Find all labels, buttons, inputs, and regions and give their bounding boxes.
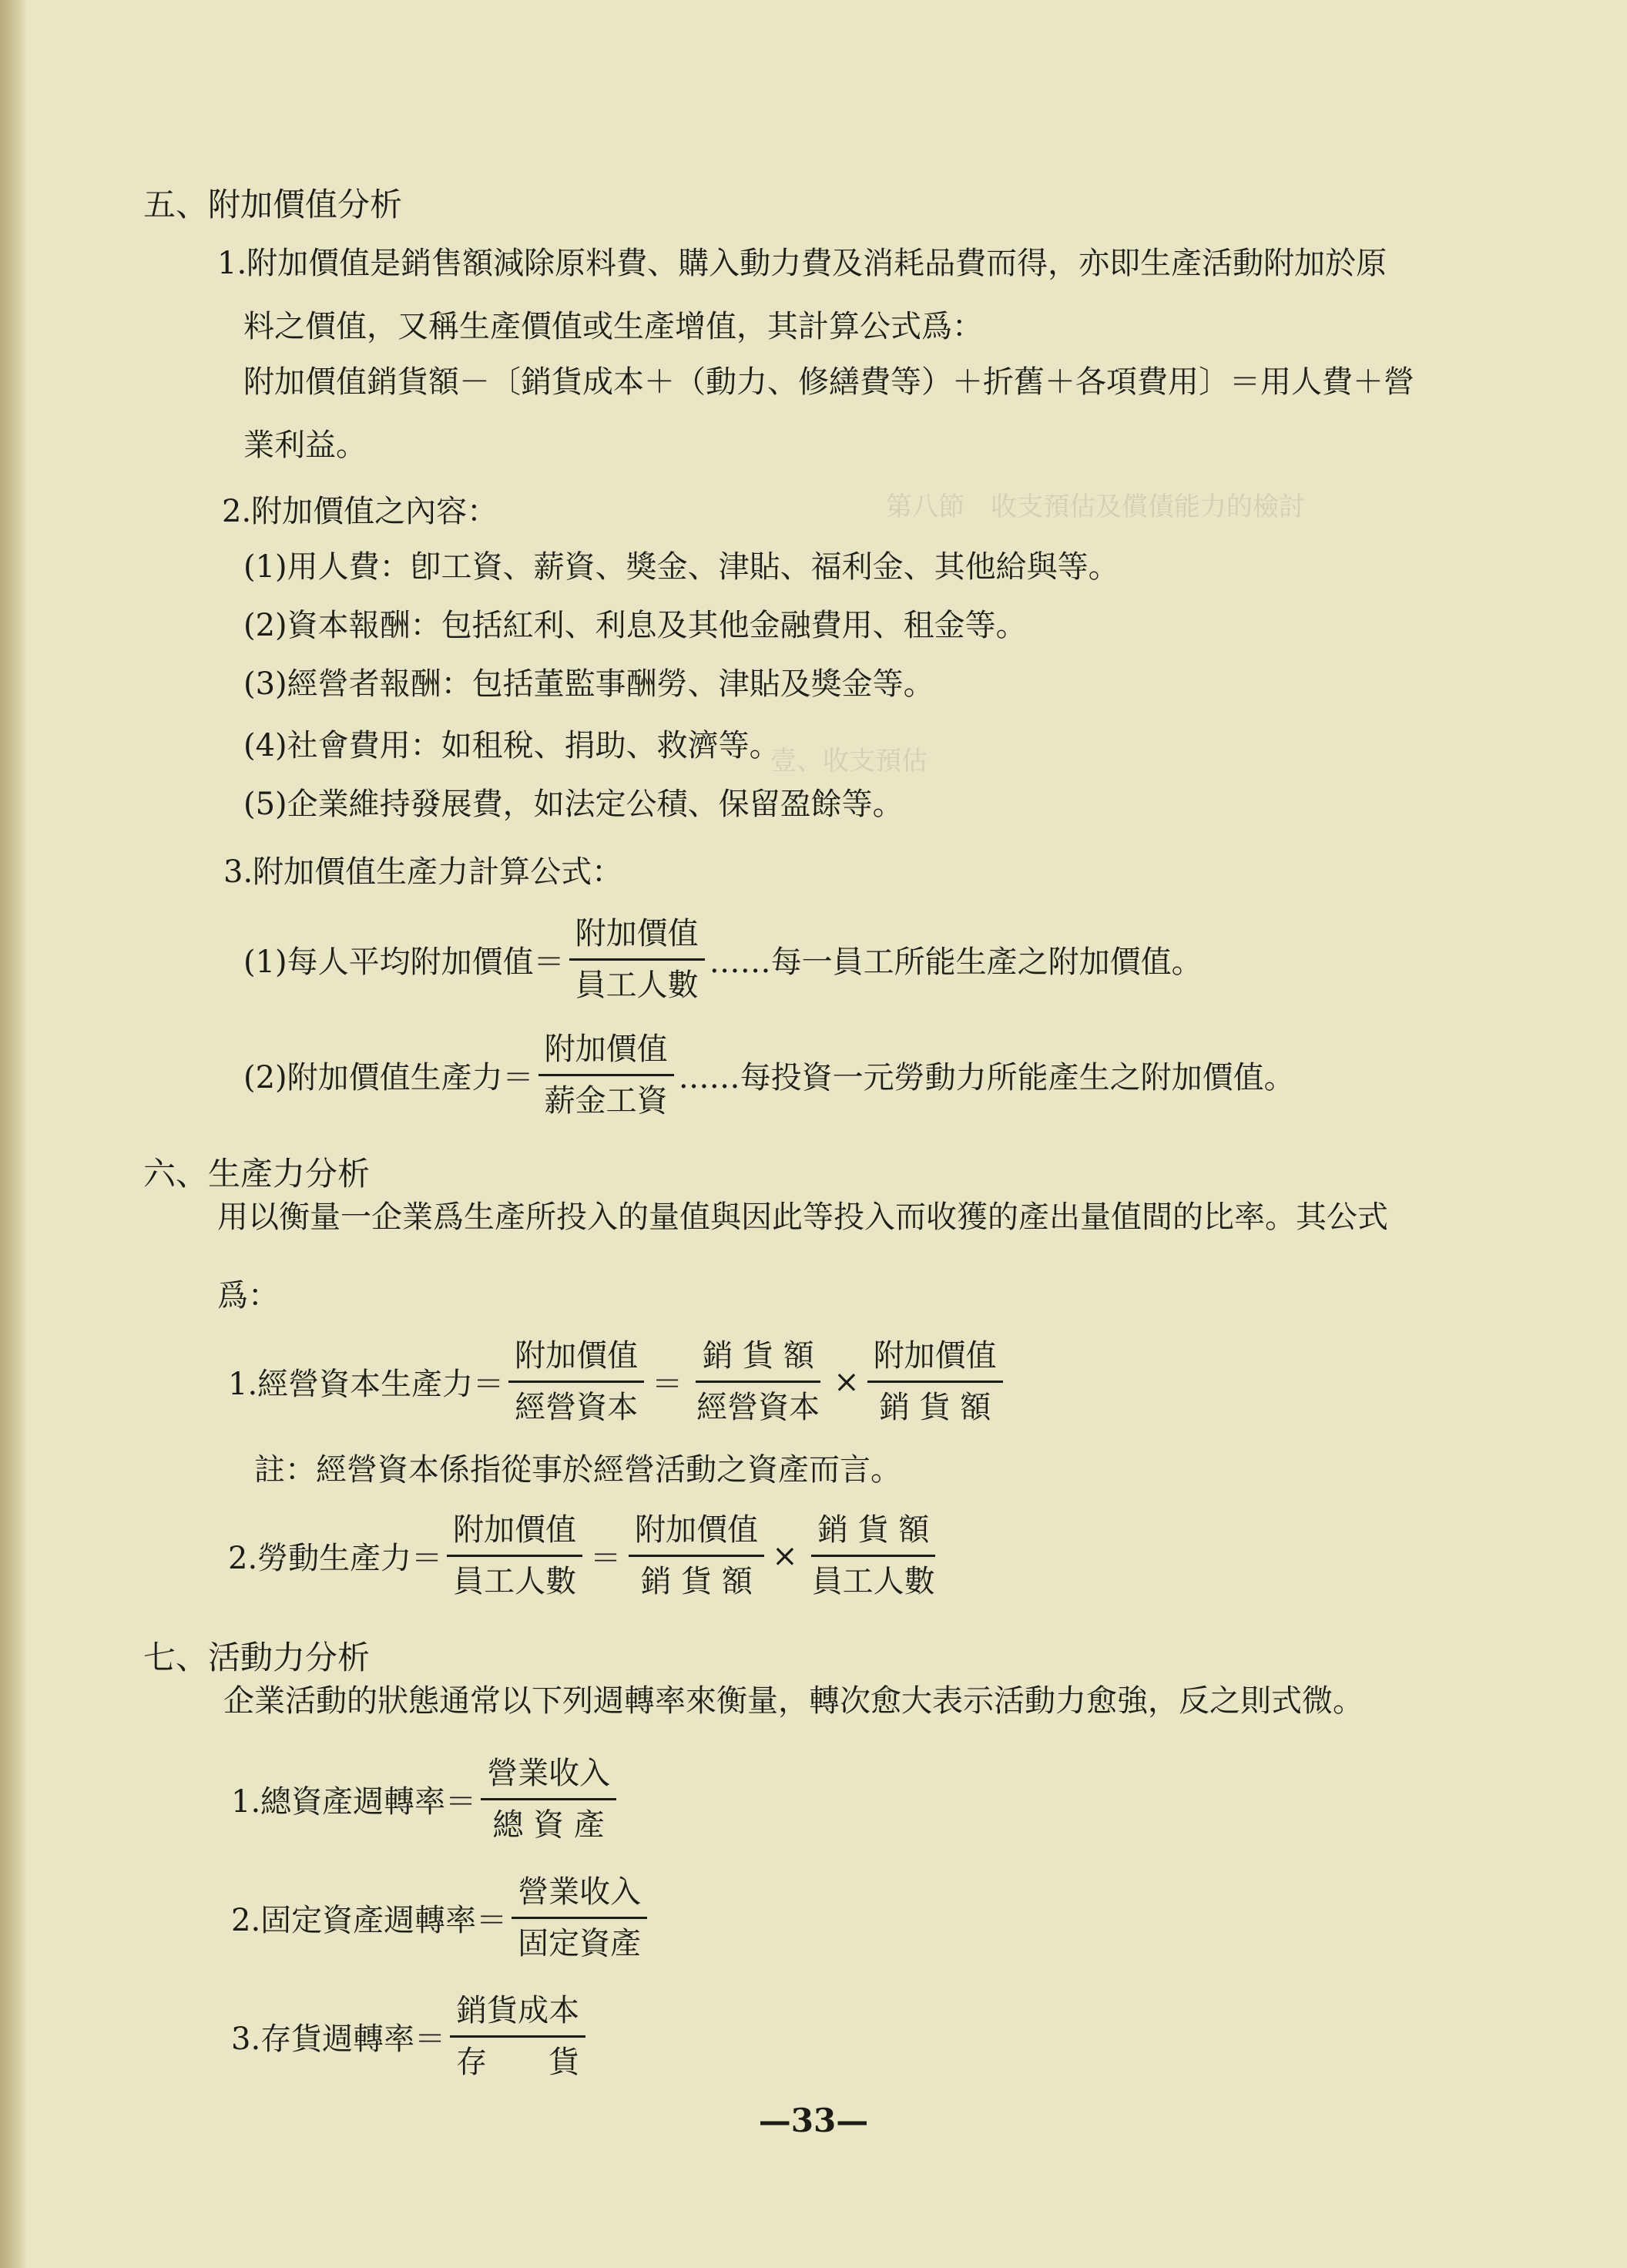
denominator: 員工人數	[575, 968, 699, 1003]
numerator: 附加價值	[508, 1336, 644, 1383]
list-item: (3)經營者報酬：包括董監事酬勞、津貼及獎金等。	[243, 666, 934, 702]
denominator: 銷 貨 額	[878, 1390, 991, 1425]
denominator: 存 貨	[456, 2045, 580, 2080]
denominator: 總 資 產	[492, 1807, 605, 1843]
formula-label: 1.經營資本生產力＝	[228, 1367, 505, 1402]
formula-capital-productivity	[228, 1336, 1008, 1428]
paragraph-line: 業利益。	[243, 428, 367, 463]
denominator: 員工人數	[811, 1564, 935, 1599]
fraction	[690, 1336, 826, 1428]
numerator: 銷貨成本	[450, 1991, 585, 2038]
fraction	[447, 1510, 582, 1602]
list-item: (2)資本報酬：包括紅利、利息及其他金融費用、租金等。	[243, 608, 1027, 643]
formula-note: ……每投資一元勞動力所能產生之附加價值。	[678, 1060, 1295, 1095]
numerator: 營業收入	[512, 1872, 647, 1919]
denominator: 經營資本	[696, 1390, 820, 1425]
fraction	[512, 1872, 647, 1964]
list-item: (4)社會費用：如租稅、捐助、救濟等。	[243, 728, 780, 763]
formula-label: (1)每人平均附加價值＝	[243, 944, 565, 980]
formula-total-asset-turnover	[231, 1753, 621, 1845]
formula-per-capita-value-added	[243, 914, 1203, 1005]
formula-labor-productivity	[228, 1510, 946, 1602]
paragraph-line: 用以衡量一企業爲生產所投入的量值與因此等投入而收獲的產出量值間的比率。其公式	[217, 1199, 1388, 1235]
times-sign: ×	[834, 1364, 860, 1400]
numerator: 附加價值	[569, 914, 705, 961]
fraction	[481, 1753, 616, 1845]
fraction	[450, 1991, 585, 2082]
subheading: 3.附加價值生產力計算公式：	[223, 854, 623, 890]
formula-label: 2.勞動生產力＝	[228, 1541, 443, 1576]
numerator: 銷 貨 額	[696, 1336, 820, 1383]
fraction	[806, 1510, 941, 1602]
paragraph-line: 料之價值，又稱生產價值或生產增值，其計算公式爲：	[243, 309, 983, 344]
numerator: 附加價值	[629, 1510, 764, 1557]
page-number: —33—	[758, 2102, 869, 2139]
times-sign: ×	[772, 1538, 798, 1574]
formula-fixed-asset-turnover	[231, 1872, 652, 1964]
formula-text: 附加價值銷貨額－〔銷貨成本＋（動力、修繕費等）＋折舊＋各項費用〕＝用人費＋營	[243, 364, 1414, 400]
numerator: 銷 貨 額	[811, 1510, 935, 1557]
denominator: 薪金工資	[544, 1083, 668, 1119]
equals-sign: ＝	[590, 1541, 622, 1576]
page-edge-shadow	[0, 0, 28, 2268]
paragraph-line: 企業活動的狀態通常以下列週轉率來衡量，轉次愈大表示活動力愈強，反之則式微。	[223, 1683, 1364, 1719]
denominator: 固定資產	[518, 1926, 642, 1961]
numerator: 附加價值	[447, 1510, 582, 1557]
denominator: 經營資本	[515, 1390, 639, 1425]
fraction	[538, 1029, 674, 1121]
formula-label: 1.總資產週轉率＝	[231, 1784, 477, 1820]
formula-label: (2)附加價值生產力＝	[243, 1060, 534, 1095]
formula-inventory-turnover	[231, 1991, 590, 2082]
numerator: 附加價值	[538, 1029, 674, 1076]
formula-label: 2.固定資產週轉率＝	[231, 1903, 508, 1938]
section-7-title: 七、活動力分析	[143, 1639, 371, 1676]
fraction	[569, 914, 705, 1005]
numerator: 附加價值	[867, 1336, 1003, 1383]
denominator: 銷 貨 額	[640, 1564, 753, 1599]
fraction	[508, 1336, 644, 1428]
fraction	[867, 1336, 1003, 1428]
paragraph-line: 爲：	[217, 1278, 279, 1313]
show-through-text: 壹、收支預估	[770, 746, 928, 777]
formula-label: 3.存貨週轉率＝	[231, 2021, 446, 2057]
fraction	[629, 1510, 764, 1602]
section-6-title: 六、生產力分析	[143, 1155, 371, 1193]
formula-value-added-productivity	[243, 1029, 1295, 1121]
denominator: 員工人數	[453, 1564, 577, 1599]
list-item: (1)用人費：卽工資、薪資、獎金、津貼、福利金、其他給與等。	[243, 549, 1119, 585]
section-5-title: 五、附加價值分析	[143, 186, 403, 223]
note: 註：經營資本係指從事於經營活動之資產而言。	[254, 1452, 901, 1488]
formula-note: ……每一員工所能生產之附加價值。	[709, 944, 1203, 980]
list-item: (5)企業維持發展費，如法定公積、保留盈餘等。	[243, 787, 904, 822]
show-through-text: 第八節 收支預估及償債能力的檢討	[886, 492, 1305, 522]
equals-sign: ＝	[652, 1367, 683, 1402]
subheading: 2.附加價值之內容：	[222, 494, 498, 529]
paragraph-line: 1.附加價值是銷售額減除原料費、購入動力費及消耗品費而得，亦即生產活動附加於原	[217, 246, 1387, 281]
numerator: 營業收入	[481, 1753, 616, 1800]
